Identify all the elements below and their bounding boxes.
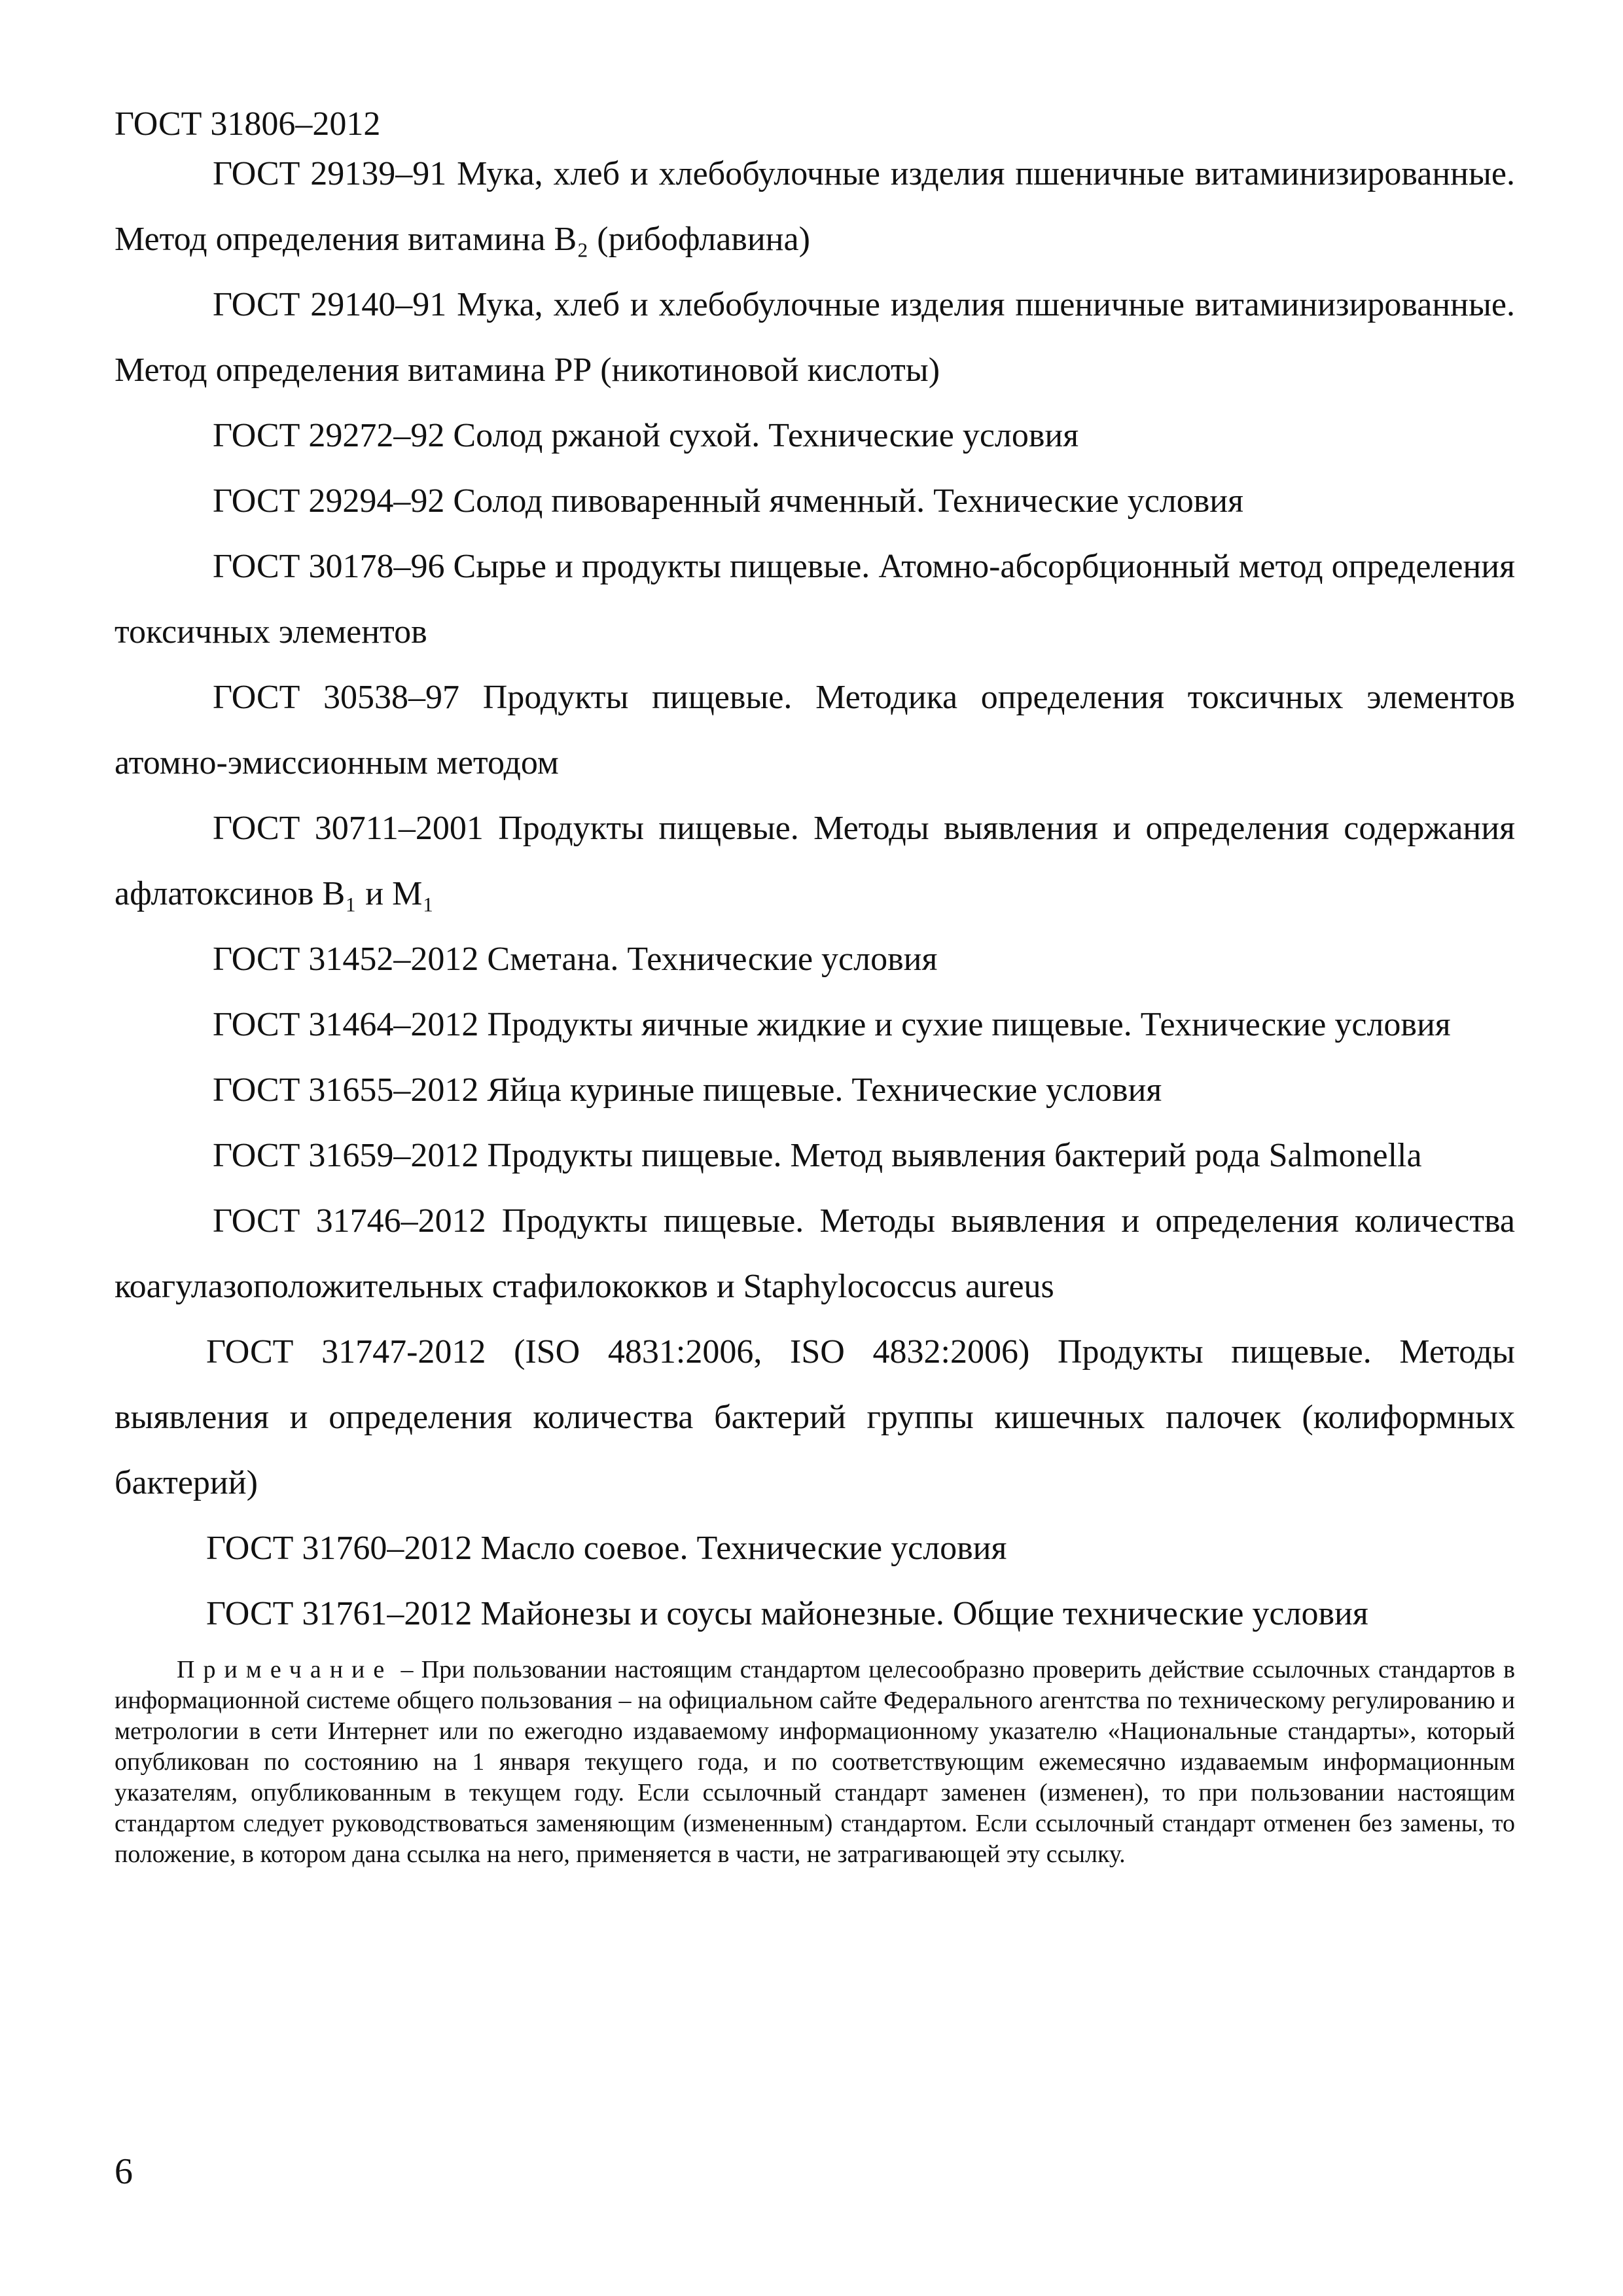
- reference-entry: [115, 1123, 1515, 1189]
- reference-entry: [115, 403, 1515, 469]
- reference-entry: [115, 1189, 1515, 1319]
- reference-entry: [115, 992, 1515, 1058]
- note-label: Примечание: [177, 1656, 393, 1683]
- reference-entry: [115, 1516, 1515, 1581]
- reference-entry: [115, 534, 1515, 665]
- reference-title: Продукты пищевые. Метод выявления бактерий рода Salmonella: [487, 1137, 1422, 1174]
- reference-code: ГОСТ 29139–91: [213, 155, 447, 192]
- reference-entry: [115, 1581, 1515, 1647]
- page-number: 6: [115, 2151, 133, 2192]
- reference-entry: [115, 1319, 1515, 1516]
- reference-title: Продукты пищевые. Методы выявления и определения количества коагулазоположительных стафилококков и Staphylococcus aureus: [115, 1202, 1515, 1305]
- reference-code: ГОСТ 31655–2012: [213, 1071, 479, 1109]
- reference-title: Майонезы и соусы майонезные. Общие технические условия: [480, 1595, 1368, 1632]
- reference-entry: [115, 469, 1515, 534]
- reference-code: ГОСТ 30711–2001: [213, 810, 484, 847]
- reference-entry: [115, 665, 1515, 796]
- reference-title: Солод пивоваренный ячменный. Технические условия: [453, 482, 1244, 520]
- reference-title: Сметана. Технические условия: [487, 941, 938, 978]
- reference-code: ГОСТ 31746–2012: [213, 1202, 486, 1240]
- reference-title: Продукты пищевые. Методы выявления и определения содержания афлатоксинов B₁ и M₁: [115, 810, 1515, 912]
- reference-entry: [115, 796, 1515, 927]
- reference-entry: [115, 141, 1515, 272]
- reference-title: Масло соевое. Технические условия: [480, 1530, 1007, 1567]
- reference-title: Мука, хлеб и хлебобулочные изделия пшеничные витаминизированные. Метод определения витамина B₂ (рибофлавина): [115, 155, 1516, 258]
- reference-title: Солод ржаной сухой. Технические условия: [453, 417, 1079, 454]
- reference-title: Продукты яичные жидкие и сухие пищевые. Технические условия: [487, 1006, 1451, 1043]
- reference-code: ГОСТ 30538–97: [213, 679, 460, 716]
- reference-entry: [115, 272, 1515, 403]
- reference-code: ГОСТ 31760–2012: [206, 1530, 473, 1567]
- document-code-header: ГОСТ 31806–2012: [115, 105, 381, 143]
- reference-title: Сырье и продукты пищевые. Атомно-абсорбционный метод определения токсичных элементов: [115, 548, 1516, 651]
- reference-code: ГОСТ 29294–92: [213, 482, 445, 520]
- note-text: – При пользовании настоящим стандартом целесообразно проверить действие ссылочных стандартов в информационной системе общего пользования – на официальном сайте Федерального агентства по техническому регулированию и метрологии в сети Интернет или по ежегодно издаваемому информационному указателю «Национальные стандарты», который опубликован по состоянию на 1 января текущего года, и по соответствующим ежемесячно издаваемым информационным указателям, опубликованным в текущем году. Если ссылочный стандарт заменен (изменен), то при пользовании настоящим стандартом следует руководствоваться заменяющим (измененным) стандартом. Если ссылочный стандарт отменен без замены, то положение, в котором дана ссылка на него, применяется в части, не затрагивающей эту ссылку.: [115, 1656, 1516, 1868]
- reference-title: (ISO 4831:2006, ISO 4832:2006) Продукты пищевые. Методы выявления и определения количества бактерий группы кишечных палочек (колиформных бактерий): [115, 1333, 1515, 1501]
- reference-title: Яйца куриные пищевые. Технические условия: [487, 1071, 1162, 1109]
- reference-title: Мука, хлеб и хлебобулочные изделия пшеничные витаминизированные. Метод определения витамина РР (никотиновой кислоты): [115, 286, 1516, 389]
- reference-entry: [115, 927, 1515, 992]
- reference-code: ГОСТ 31747-2012: [206, 1333, 486, 1371]
- reference-code: ГОСТ 31659–2012: [213, 1137, 479, 1174]
- reference-code: ГОСТ 29140–91: [213, 286, 447, 323]
- note-paragraph: [115, 1655, 1515, 1870]
- reference-title: Продукты пищевые. Методика определения токсичных элементов атомно-эмиссионным методом: [115, 679, 1516, 781]
- reference-entry: [115, 1058, 1515, 1123]
- normative-references-list: [115, 141, 1515, 1870]
- reference-code: ГОСТ 31464–2012: [213, 1006, 479, 1043]
- reference-code: ГОСТ 31761–2012: [206, 1595, 473, 1632]
- reference-code: ГОСТ 31452–2012: [213, 941, 479, 978]
- reference-code: ГОСТ 29272–92: [213, 417, 445, 454]
- reference-code: ГОСТ 30178–96: [213, 548, 445, 585]
